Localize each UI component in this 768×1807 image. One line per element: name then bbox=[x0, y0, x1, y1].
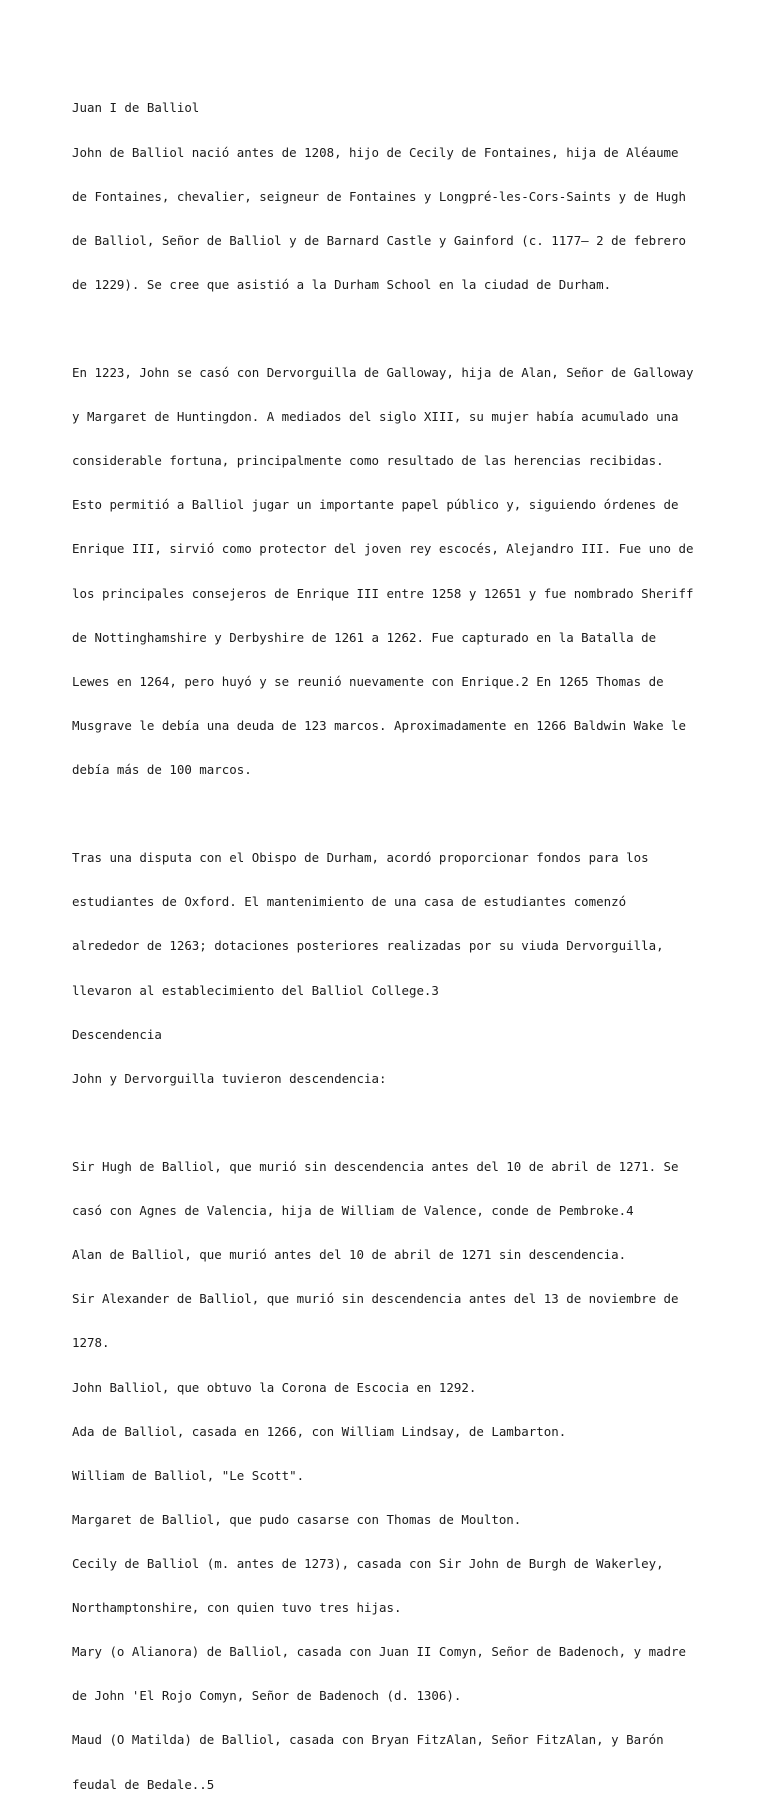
section-heading: Descendencia bbox=[72, 1026, 162, 1042]
paragraph-line: de 1229). Se cree que asistió a la Durham School en la ciudad de Durham. bbox=[72, 276, 612, 292]
paragraph-line: de Fontaines, chevalier, seigneur de Fontaines y Longpré-les-Cors-Saints y de Hugh bbox=[72, 188, 687, 204]
paragraph-line: de Balliol, Señor de Balliol y de Barnard Castle y Gainford (c. 1177– 2 de febrero bbox=[72, 232, 687, 248]
paragraph-line: los principales consejeros de Enrique III entre 1258 y 12651 y fue nombrado Sheriff bbox=[72, 585, 694, 601]
paragraph-line: llevaron al establecimiento del Balliol College.3 bbox=[72, 982, 439, 998]
list-item: Alan de Balliol, que murió antes del 10 de abril de 1271 sin descendencia. bbox=[72, 1247, 627, 1263]
list-item: feudal de Bedale..5 bbox=[72, 1776, 215, 1792]
paragraph-line: alrededor de 1263; dotaciones posteriores realizadas por su viuda Dervorguilla, bbox=[72, 938, 664, 954]
blank-line bbox=[72, 322, 712, 337]
paragraph-line: considerable fortuna, principalmente como resultado de las herencias recibidas. bbox=[72, 453, 664, 469]
list-item: Sir Hugh de Balliol, que murió sin descendencia antes del 10 de abril de 1271. Se bbox=[72, 1158, 679, 1174]
list-item: de John 'El Rojo Comyn, Señor de Badenoch (d. 1306). bbox=[72, 1688, 462, 1704]
paragraph-line: debía más de 100 marcos. bbox=[72, 762, 252, 778]
list-item: Cecily de Balliol (m. antes de 1273), casada con Sir John de Burgh de Wakerley, bbox=[72, 1555, 664, 1571]
document-page bbox=[72, 72, 712, 1807]
paragraph-line: Lewes en 1264, pero huyó y se reunió nuevamente con Enrique.2 En 1265 Thomas de bbox=[72, 673, 664, 689]
paragraph-line: Enrique III, sirvió como protector del joven rey escocés, Alejandro III. Fue uno de bbox=[72, 541, 694, 557]
list-item: Margaret de Balliol, que pudo casarse con Thomas de Moulton. bbox=[72, 1511, 522, 1527]
paragraph-line: de Nottinghamshire y Derbyshire de 1261 a 1262. Fue capturado en la Batalla de bbox=[72, 629, 657, 645]
paragraph-line: estudiantes de Oxford. El mantenimiento de una casa de estudiantes comenzó bbox=[72, 894, 627, 910]
document-title: Juan I de Balliol bbox=[72, 100, 200, 116]
list-item: casó con Agnes de Valencia, hija de William de Valence, conde de Pembroke.4 bbox=[72, 1203, 634, 1219]
list-item: Mary (o Alianora) de Balliol, casada con Juan II Comyn, Señor de Badenoch, y madre bbox=[72, 1644, 687, 1660]
paragraph-line: y Margaret de Huntingdon. A mediados del siglo XIII, su mujer había acumulado una bbox=[72, 409, 679, 425]
blank-line bbox=[72, 1116, 712, 1131]
list-item: Ada de Balliol, casada en 1266, con William Lindsay, de Lambarton. bbox=[72, 1423, 567, 1439]
paragraph-line: Musgrave le debía una deuda de 123 marcos. Aproximadamente en 1266 Baldwin Wake le bbox=[72, 717, 687, 733]
paragraph-line: John de Balliol nació antes de 1208, hijo de Cecily de Fontaines, hija de Aléaume bbox=[72, 144, 679, 160]
list-item: Sir Alexander de Balliol, que murió sin descendencia antes del 13 de noviembre de bbox=[72, 1291, 679, 1307]
paragraph-line: En 1223, John se casó con Dervorguilla de Galloway, hija de Alan, Señor de Galloway bbox=[72, 365, 694, 381]
list-item: Maud (O Matilda) de Balliol, casada con Bryan FitzAlan, Señor FitzAlan, y Barón bbox=[72, 1732, 664, 1748]
paragraph-line: Esto permitió a Balliol jugar un importante papel público y, siguiendo órdenes de bbox=[72, 497, 679, 513]
list-item: John Balliol, que obtuvo la Corona de Escocia en 1292. bbox=[72, 1379, 477, 1395]
list-item: Northamptonshire, con quien tuvo tres hijas. bbox=[72, 1600, 402, 1616]
paragraph-line: Tras una disputa con el Obispo de Durham, acordó proporcionar fondos para los bbox=[72, 850, 649, 866]
list-item: William de Balliol, "Le Scott". bbox=[72, 1467, 305, 1483]
list-item: 1278. bbox=[72, 1335, 110, 1351]
blank-line bbox=[72, 807, 712, 822]
paragraph-line: John y Dervorguilla tuvieron descendencia: bbox=[72, 1070, 387, 1086]
